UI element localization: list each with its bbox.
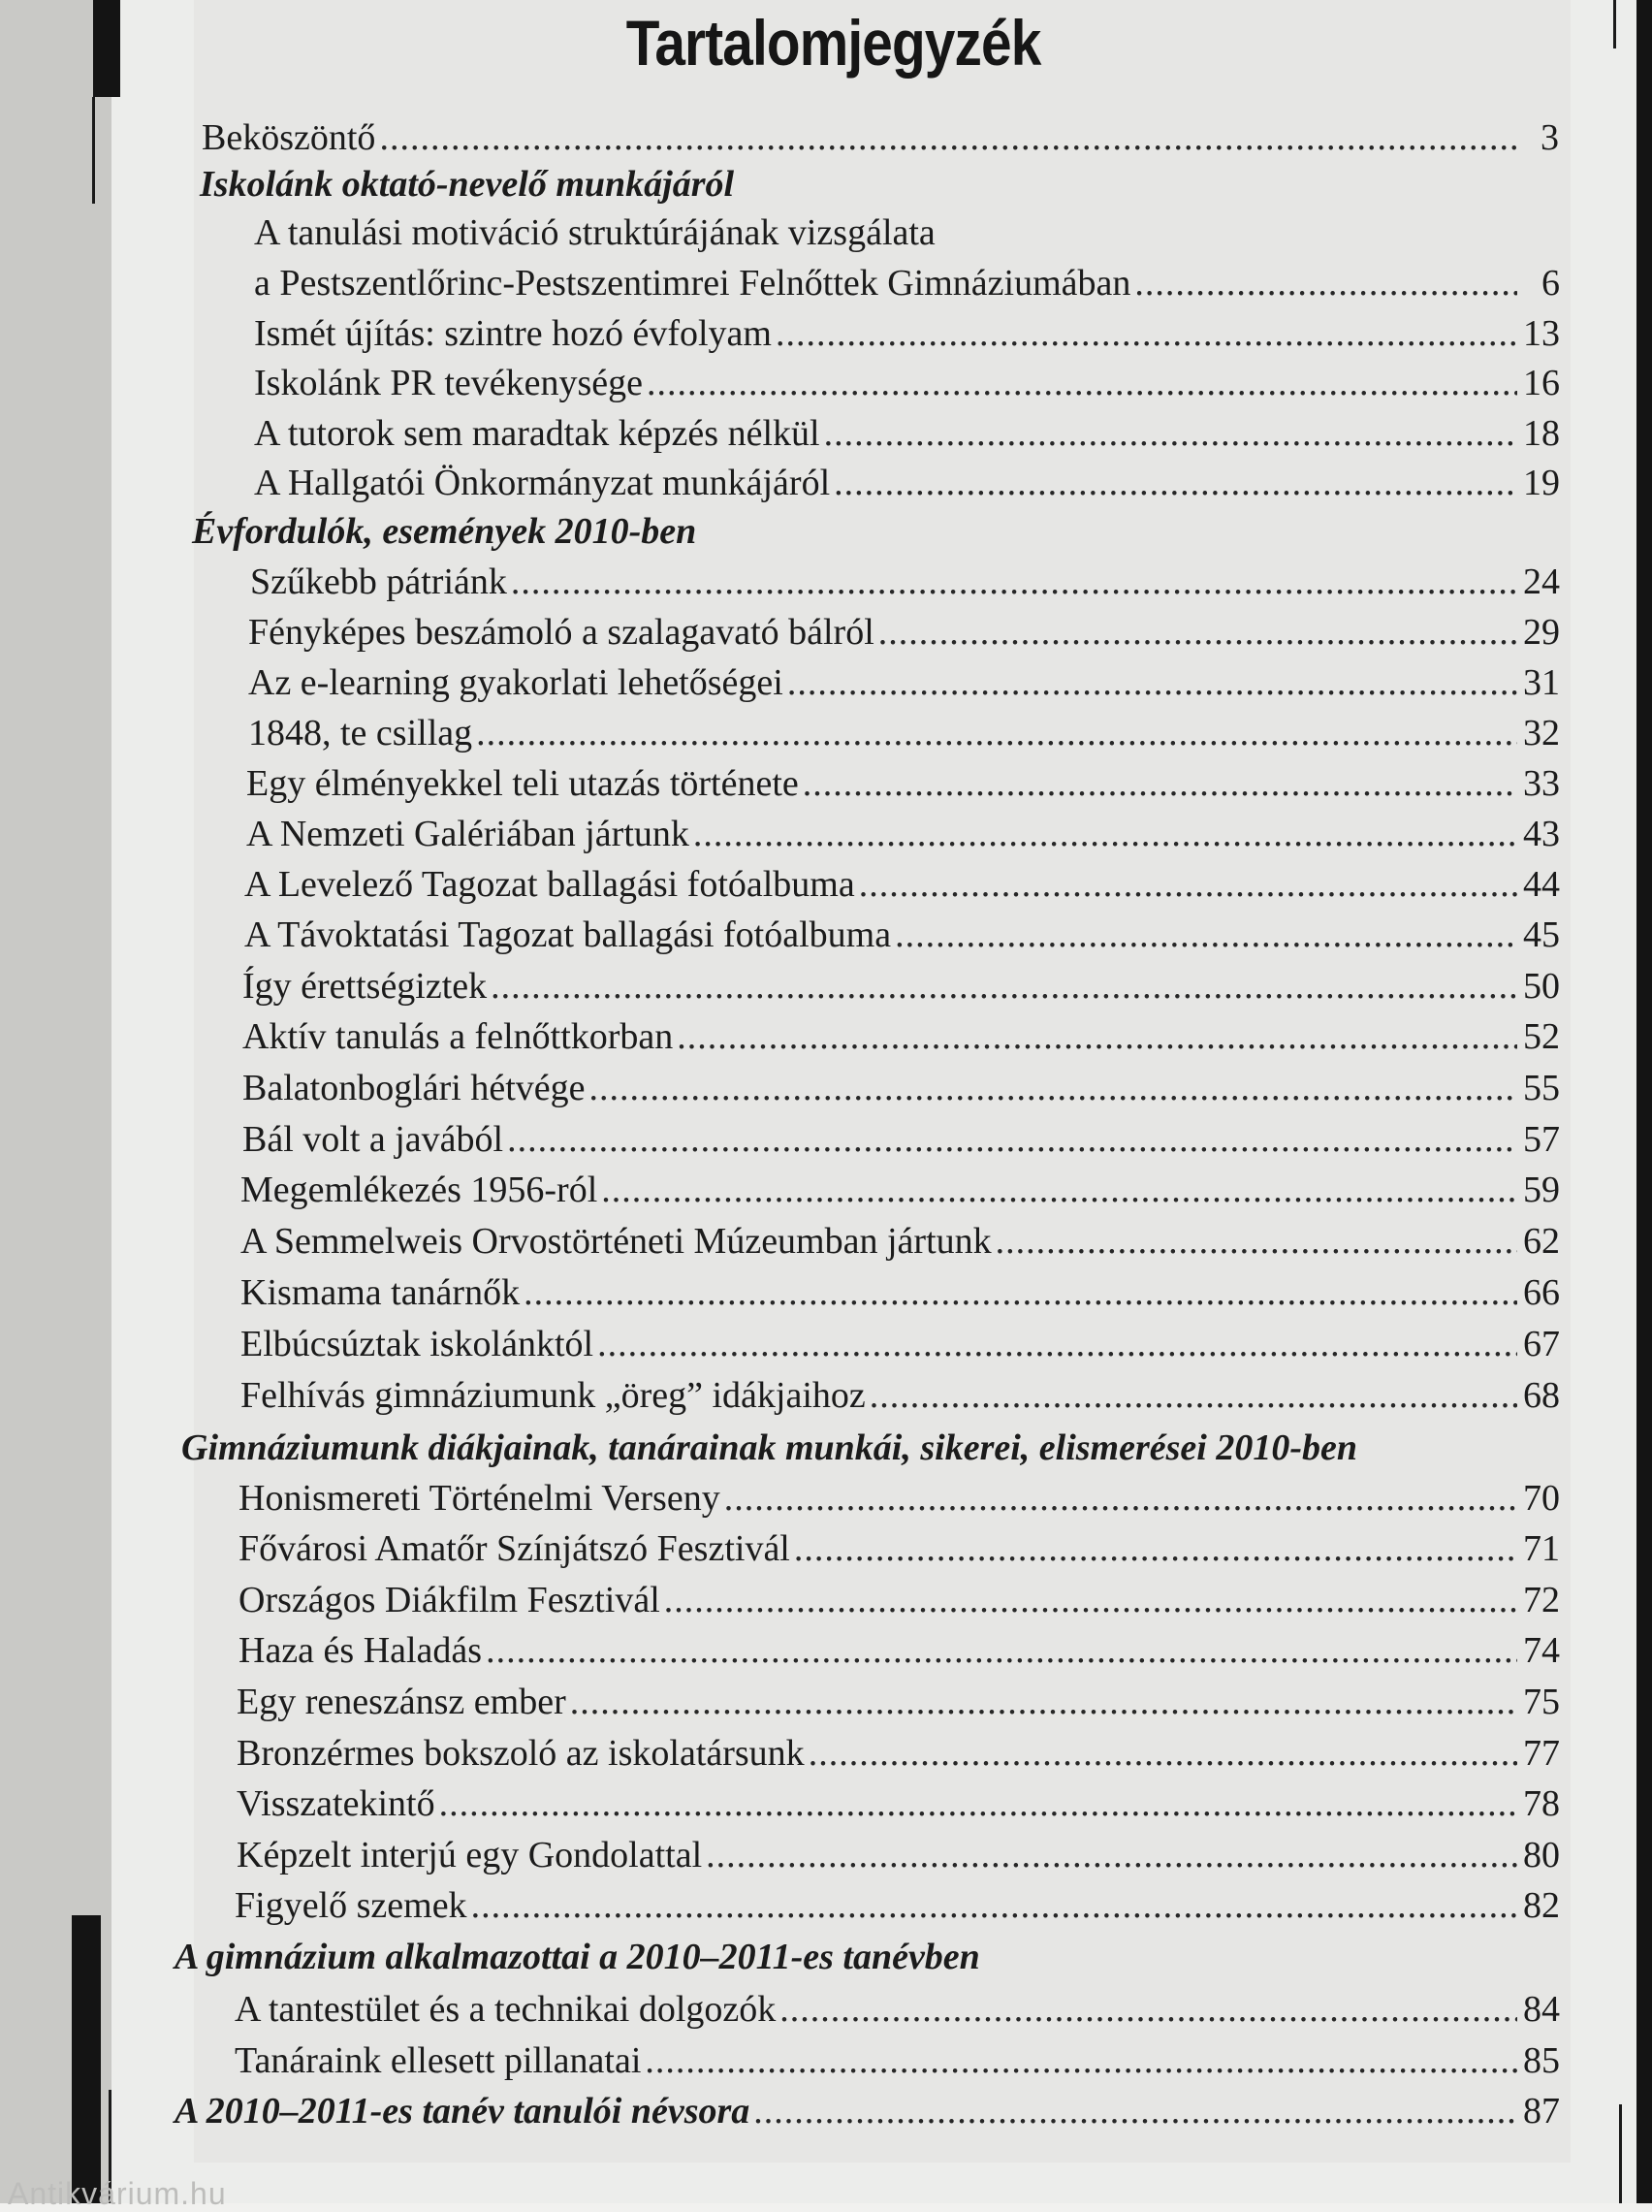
toc-row	[242, 1067, 1560, 1113]
toc-title: Bronzérmes bokszoló az iskolatársunk	[237, 1733, 805, 1774]
section-heading: Gimnáziumunk diákjainak, tanárainak munkái, sikerei, elismerései 2010-ben	[181, 1427, 1357, 1468]
toc-title: Országos Diákfilm Fesztivál	[238, 1580, 660, 1620]
toc-row	[240, 1323, 1560, 1369]
toc-page-number: 66	[1523, 1272, 1560, 1313]
toc-title: Beköszöntő	[202, 117, 376, 158]
toc-row	[237, 1681, 1560, 1727]
toc-page-number: 68	[1523, 1375, 1560, 1416]
toc-page-number: 52	[1523, 1016, 1560, 1057]
toc-title: Elbúcsúztak iskolánktól	[240, 1324, 594, 1364]
toc-page-number: 72	[1523, 1580, 1560, 1620]
toc-page-number: 82	[1523, 1885, 1560, 1926]
toc-leader	[589, 1067, 1518, 1109]
toc-page-number: 87	[1523, 2091, 1560, 2132]
toc-row	[235, 2039, 1560, 2086]
toc-row	[238, 1629, 1560, 1676]
toc-title: Visszatekintő	[237, 1783, 435, 1824]
toc-leader	[693, 813, 1517, 855]
toc-leader	[803, 762, 1517, 805]
toc-row	[237, 1782, 1560, 1829]
toc-row	[250, 561, 1560, 607]
toc-title: A Hallgatói Önkormányzat munkájáról	[254, 463, 831, 503]
toc-row	[235, 1988, 1560, 2035]
toc-title: Egy élményekkel teli utazás története	[246, 763, 799, 804]
toc-row-final	[175, 2090, 1560, 2136]
toc-page-number: 55	[1523, 1068, 1560, 1108]
toc-leader	[379, 116, 1516, 159]
toc-page-number: 57	[1523, 1119, 1560, 1160]
toc-leader	[870, 1374, 1517, 1417]
toc-title: Tanáraink ellesett pillanatai	[235, 2040, 642, 2081]
toc-row	[242, 1118, 1560, 1165]
toc-title: A Távoktatási Tagozat ballagási fotóalbuma	[244, 914, 892, 955]
toc-title: A Semmelweis Orvostörténeti Múzeumban jártunk	[240, 1221, 992, 1262]
toc-row	[242, 1015, 1560, 1062]
toc-title: Iskolánk PR tevékenysége	[254, 363, 644, 403]
toc-row	[246, 762, 1560, 809]
toc-leader	[439, 1782, 1517, 1825]
toc-title: Figyelő szemek	[235, 1885, 467, 1926]
toc-page-number: 13	[1523, 313, 1560, 354]
toc-leader	[779, 1988, 1517, 2031]
toc-page-number: 24	[1523, 561, 1560, 602]
toc-row	[254, 412, 1560, 459]
frame-rule-top-left	[92, 97, 95, 204]
toc-leader	[601, 1169, 1517, 1211]
toc-title: Bál volt a javából	[242, 1119, 504, 1160]
toc-page-number: 80	[1523, 1835, 1560, 1875]
toc-row	[248, 712, 1560, 758]
toc-row	[244, 863, 1560, 910]
toc-page-number: 33	[1523, 763, 1560, 804]
toc-title: A tanulási motiváció struktúrájának vizsgálata	[254, 212, 936, 253]
toc-page-number: 75	[1523, 1682, 1560, 1722]
toc-title: Egy reneszánsz ember	[237, 1682, 566, 1722]
toc-row	[238, 1527, 1560, 1574]
toc-row	[254, 362, 1560, 408]
toc-page-number: 77	[1523, 1733, 1560, 1774]
toc-leader	[809, 1732, 1517, 1775]
toc-row	[240, 1169, 1560, 1215]
toc-title: A tutorok sem maradtak képzés nélkül	[254, 413, 820, 454]
frame-bar-top-left	[93, 0, 120, 97]
toc-title: Felhívás gimnáziumunk „öreg” idákjaihoz	[240, 1375, 866, 1416]
toc-leader	[486, 1629, 1517, 1672]
toc-leader	[645, 2039, 1517, 2082]
section-heading: A 2010–2011-es tanév tanulói névsora	[175, 2091, 750, 2132]
toc-leader	[664, 1579, 1517, 1621]
toc-row	[237, 1732, 1560, 1779]
toc-title: a Pestszentlőrinc-Pestszentimrei Felnőttek Gimnáziumában	[254, 263, 1131, 304]
toc-page-number: 70	[1523, 1478, 1560, 1519]
toc-page-number: 18	[1523, 413, 1560, 454]
toc-row	[238, 1579, 1560, 1625]
toc-row	[242, 965, 1560, 1011]
watermark: Antikvárium.hu	[8, 2176, 227, 2211]
frame-bar-bottom-left	[72, 1915, 101, 2203]
section-heading: Évfordulók, események 2010-ben	[192, 511, 697, 552]
section-heading: A gimnázium alkalmazottai a 2010–2011-es tanévben	[175, 1937, 980, 1977]
toc-row	[240, 1271, 1560, 1318]
toc-page-number: 31	[1523, 662, 1560, 703]
toc-title: Fővárosi Amatőr Színjátszó Fesztivál	[238, 1528, 790, 1569]
toc-page-number: 43	[1523, 814, 1560, 854]
toc-page-number: 6	[1541, 263, 1560, 304]
toc-leader	[787, 661, 1517, 704]
toc-page-number: 74	[1523, 1630, 1560, 1671]
toc-leader	[511, 561, 1517, 603]
toc-page-number: 32	[1523, 713, 1560, 753]
toc-title: Így érettségiztek	[242, 966, 488, 1007]
toc-title: Aktív tanulás a felnőttkorban	[242, 1016, 674, 1057]
toc-leader	[507, 1118, 1517, 1161]
toc-page-number: 3	[1541, 117, 1559, 158]
toc-page-number: 50	[1523, 966, 1560, 1007]
toc-leader	[471, 1884, 1517, 1927]
toc-title: Ismét újítás: szintre hozó évfolyam	[254, 313, 772, 354]
toc-page-number: 44	[1523, 864, 1560, 905]
toc-row	[248, 611, 1560, 657]
toc-leader	[647, 362, 1517, 404]
toc-title: Szűkebb pátriánk	[250, 561, 507, 602]
toc-title: A Nemzeti Galériában jártunk	[246, 814, 689, 854]
toc-row	[240, 1374, 1560, 1421]
toc-page-number: 29	[1523, 612, 1560, 653]
toc-page-number: 45	[1523, 914, 1560, 955]
toc-row	[238, 1477, 1560, 1523]
toc-leader	[724, 1477, 1517, 1520]
toc-leader	[794, 1527, 1517, 1570]
toc-title: Képzelt interjú egy Gondolattal	[237, 1835, 703, 1875]
toc-title: Kismama tanárnők	[240, 1272, 521, 1313]
toc-page-number: 19	[1523, 463, 1560, 503]
toc-leader	[476, 712, 1517, 754]
toc-leader	[597, 1323, 1517, 1365]
toc-title: 1848, te csillag	[248, 713, 473, 753]
page-title: Tartalomjegyzék	[625, 7, 1041, 79]
toc-row	[235, 1884, 1560, 1931]
photo-background-left	[0, 0, 111, 2203]
toc-page-number: 59	[1523, 1170, 1560, 1210]
toc-page-number: 85	[1523, 2040, 1560, 2081]
toc-leader	[524, 1271, 1517, 1314]
toc-leader	[677, 1015, 1517, 1058]
toc-title: Balatonboglári hétvége	[242, 1068, 586, 1108]
toc-row	[237, 1834, 1560, 1880]
section-heading: Iskolánk oktató-nevelő munkájáról	[200, 164, 735, 205]
toc-page-number: 84	[1523, 1989, 1560, 2030]
toc-leader	[824, 412, 1517, 455]
toc-title: Az e-learning gyakorlati lehetőségei	[248, 662, 783, 703]
toc-leader	[570, 1681, 1517, 1723]
toc-leader	[1134, 262, 1517, 305]
toc-title: Honismereti Történelmi Verseny	[238, 1478, 720, 1519]
toc-row	[254, 462, 1560, 508]
frame-rule-bottom-right	[1619, 2104, 1622, 2203]
toc-row	[244, 914, 1560, 960]
toc-page-number: 62	[1523, 1221, 1560, 1262]
toc-title: A tantestület és a technikai dolgozók	[235, 1989, 777, 2030]
toc-title: Haza és Haladás	[238, 1630, 483, 1671]
toc-leader	[753, 2090, 1517, 2132]
toc-leader	[834, 462, 1517, 504]
toc-page-number: 16	[1523, 363, 1560, 403]
toc-row	[248, 661, 1560, 708]
toc-row	[254, 312, 1560, 359]
frame-bar-right	[1636, 0, 1652, 2203]
toc-page-number: 78	[1523, 1783, 1560, 1824]
toc-leader	[895, 914, 1517, 956]
toc-leader	[859, 863, 1517, 906]
toc-page-number: 67	[1523, 1324, 1560, 1364]
toc-title: A Levelező Tagozat ballagási fotóalbuma	[244, 864, 855, 905]
toc-row	[240, 1220, 1560, 1266]
toc-leader	[996, 1220, 1517, 1263]
toc-leader	[776, 312, 1517, 355]
toc-row	[246, 813, 1560, 859]
toc-leader	[706, 1834, 1517, 1876]
toc-leader	[878, 611, 1517, 654]
frame-rule-top-right	[1613, 0, 1616, 48]
toc-leader	[491, 965, 1517, 1008]
toc-title: Fényképes beszámoló a szalagavató bálról	[248, 612, 874, 653]
toc-page-number: 71	[1523, 1528, 1560, 1569]
toc-title: Megemlékezés 1956-ról	[240, 1170, 598, 1210]
toc-row	[202, 116, 1559, 163]
toc-row	[254, 262, 1560, 308]
